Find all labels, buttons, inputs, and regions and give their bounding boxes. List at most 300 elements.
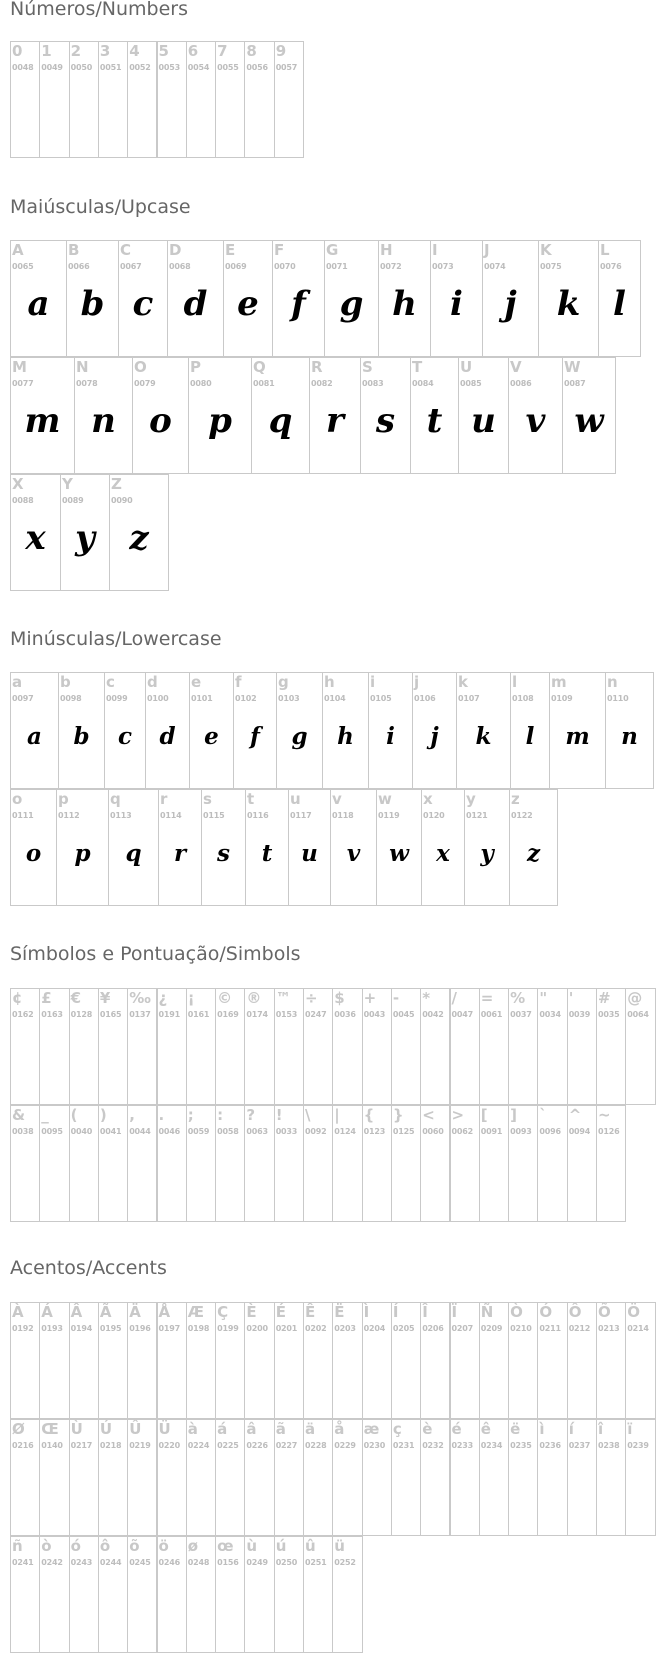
glyph-preview: f [291, 284, 306, 324]
char-label: õ [129, 1537, 140, 1555]
char-code: 0199 [217, 1324, 239, 1333]
char-code: 0088 [12, 496, 34, 505]
char-label: æ [363, 1420, 380, 1438]
glyph-cell [272, 240, 325, 357]
glyph-preview: k [475, 723, 492, 750]
glyph-cell [450, 1105, 480, 1222]
char-label: ï [627, 1420, 633, 1438]
glyph-cell [479, 988, 509, 1105]
glyph-cell [39, 988, 69, 1105]
char-label: ^ [568, 1106, 582, 1124]
char-label: : [217, 1106, 224, 1124]
glyph-cell [10, 1105, 40, 1222]
glyph-cell [157, 41, 187, 158]
char-code: 0195 [99, 1324, 122, 1333]
glyph-cell [10, 474, 61, 591]
glyph-cell [98, 41, 128, 158]
glyph-preview: n [621, 723, 638, 750]
char-label: ¢ [12, 989, 23, 1007]
char-code: 0245 [129, 1558, 151, 1567]
glyph-preview: p [74, 840, 91, 867]
char-code: 0061 [480, 1010, 503, 1019]
char-label: ê [480, 1420, 491, 1438]
char-label: C [120, 241, 132, 259]
char-code: 0058 [217, 1127, 239, 1136]
glyph-cell [332, 1105, 362, 1222]
char-code: 0251 [305, 1558, 327, 1567]
char-label: ú [275, 1537, 287, 1555]
char-code: 0107 [458, 694, 480, 703]
char-label: & [12, 1106, 26, 1124]
char-code: 0226 [246, 1441, 268, 1450]
char-code: 0248 [187, 1558, 210, 1567]
glyph-cell [39, 1105, 69, 1222]
glyph-preview: r [326, 401, 344, 441]
glyph-preview: j [504, 284, 517, 324]
glyph-cell [360, 357, 411, 474]
glyph-cell [157, 1105, 187, 1222]
glyph-cell [510, 672, 550, 789]
char-code: 0244 [99, 1558, 122, 1567]
glyph-preview: l [613, 284, 626, 324]
glyph-cell [39, 1419, 69, 1536]
char-label: ä [305, 1420, 316, 1438]
glyph-preview: h [337, 723, 354, 750]
glyph-preview: z [526, 840, 541, 867]
glyph-preview: h [392, 284, 417, 324]
char-label: 4 [129, 42, 140, 60]
glyph-preview: q [268, 401, 293, 441]
glyph-cell [420, 1419, 450, 1536]
char-code: 0206 [422, 1324, 444, 1333]
char-code: 0098 [60, 694, 82, 703]
glyph-preview: m [24, 401, 61, 441]
char-code: 0090 [111, 496, 133, 505]
section-title-upcase: Maiúsculas/Upcase [10, 196, 191, 218]
char-label: , [129, 1106, 135, 1124]
char-label: % [510, 989, 526, 1007]
glyph-cell [98, 1419, 128, 1536]
glyph-cell [60, 474, 110, 591]
char-code: 0112 [58, 811, 80, 820]
glyph-cell [10, 41, 40, 158]
char-label: t [247, 790, 255, 808]
char-label: Ö [627, 1303, 641, 1321]
glyph-cell [479, 1419, 509, 1536]
char-code: 0228 [305, 1441, 327, 1450]
glyph-cell [186, 1105, 216, 1222]
char-label: P [190, 358, 201, 376]
glyph-cell [167, 240, 224, 357]
glyph-preview: f [250, 723, 260, 750]
char-code: 0238 [598, 1441, 620, 1450]
char-code: 0213 [598, 1324, 620, 1333]
char-label: ù [246, 1537, 258, 1555]
char-label: Ë [334, 1303, 345, 1321]
char-label: 5 [158, 42, 169, 60]
glyph-cell [132, 357, 189, 474]
char-label: ~ [598, 1106, 611, 1124]
char-label: y [466, 790, 476, 808]
glyph-preview: j [430, 723, 439, 750]
char-label: H [380, 241, 393, 259]
glyph-cell [127, 1302, 157, 1419]
glyph-cell [537, 1419, 567, 1536]
char-code: 0241 [12, 1558, 34, 1567]
char-label: l [512, 673, 518, 691]
char-label: ) [99, 1106, 107, 1124]
glyph-cell [625, 1419, 655, 1536]
glyph-cell [66, 240, 119, 357]
char-code: 0153 [275, 1010, 298, 1019]
char-code: 0227 [275, 1441, 298, 1450]
char-label: | [334, 1106, 340, 1124]
glyph-cell [186, 988, 216, 1105]
char-label: Ú [99, 1420, 113, 1438]
char-code: 0231 [392, 1441, 415, 1450]
glyph-cell [362, 1105, 392, 1222]
glyph-cell [303, 988, 333, 1105]
char-label: N [76, 358, 89, 376]
char-label: S [362, 358, 373, 376]
glyph-cell [186, 1419, 216, 1536]
char-label: ¡ [187, 989, 195, 1007]
glyph-preview: u [471, 401, 496, 441]
char-label: 6 [187, 42, 199, 60]
char-code: 0219 [129, 1441, 151, 1450]
char-label: M [12, 358, 27, 376]
char-label: 7 [217, 42, 228, 60]
char-code: 0120 [423, 811, 445, 820]
char-label: n [607, 673, 618, 691]
glyph-cell [215, 1419, 245, 1536]
char-code: 0035 [598, 1010, 620, 1019]
char-code: 0197 [158, 1324, 180, 1333]
char-code: 0099 [106, 694, 128, 703]
char-code: 0047 [451, 1010, 473, 1019]
char-code: 0103 [278, 694, 300, 703]
glyph-cell [157, 1536, 187, 1653]
char-label: Ñ [480, 1303, 494, 1321]
glyph-preview: o [25, 840, 42, 867]
char-code: 0044 [129, 1127, 151, 1136]
char-code: 0036 [334, 1010, 356, 1019]
char-label: Ù [70, 1420, 83, 1438]
glyph-cell [605, 672, 654, 789]
char-code: 0102 [235, 694, 257, 703]
glyph-cell [244, 988, 274, 1105]
char-label: ! [275, 1106, 283, 1124]
char-label: Å [158, 1303, 171, 1321]
char-code: 0100 [147, 694, 169, 703]
char-label: Ã [99, 1303, 112, 1321]
char-code: 0101 [191, 694, 213, 703]
char-label: é [451, 1420, 462, 1438]
glyph-cell [567, 1105, 597, 1222]
glyph-cell [362, 1302, 392, 1419]
glyph-cell [430, 240, 483, 357]
char-label: 0 [12, 42, 23, 60]
char-code: 0194 [70, 1324, 93, 1333]
char-label: I [432, 241, 438, 259]
char-code: 0104 [324, 694, 346, 703]
char-label: 8 [246, 42, 257, 60]
char-code: 0156 [217, 1558, 239, 1567]
char-label: F [274, 241, 285, 259]
glyph-cell [244, 1302, 274, 1419]
char-label: " [539, 989, 548, 1007]
glyph-cell [69, 1419, 99, 1536]
glyph-cell [215, 1536, 245, 1653]
glyph-cell [39, 1536, 69, 1653]
char-code: 0205 [392, 1324, 415, 1333]
char-code: 0075 [540, 262, 562, 271]
char-code: 0109 [551, 694, 573, 703]
char-code: 0114 [160, 811, 182, 820]
char-code: 0192 [12, 1324, 34, 1333]
glyph-cell [598, 240, 641, 357]
char-label: Û [129, 1420, 142, 1438]
glyph-preview: g [291, 723, 308, 750]
glyph-cell [479, 1105, 509, 1222]
char-label: } [392, 1106, 404, 1124]
char-code: 0085 [460, 379, 482, 388]
section-title-symbols: Símbolos e Pontuação/Simbols [10, 943, 301, 965]
char-label: < [422, 1106, 435, 1124]
char-code: 0050 [70, 63, 93, 72]
char-code: 0249 [246, 1558, 268, 1567]
char-label: m [551, 673, 567, 691]
char-code: 0140 [41, 1441, 63, 1450]
section-title-lowercase: Minúsculas/Lowercase [10, 628, 222, 650]
char-label: J [484, 241, 490, 259]
glyph-preview: e [204, 723, 219, 750]
char-code: 0233 [451, 1441, 473, 1450]
char-label: œ [217, 1537, 234, 1555]
char-label: ç [392, 1420, 402, 1438]
char-label: Â [70, 1303, 83, 1321]
char-code: 0217 [70, 1441, 93, 1450]
char-code: 0214 [627, 1324, 649, 1333]
glyph-cell [98, 1536, 128, 1653]
glyph-cell [108, 789, 159, 906]
char-label: u [290, 790, 301, 808]
char-label: è [422, 1420, 433, 1438]
char-code: 0193 [41, 1324, 63, 1333]
char-code: 0246 [158, 1558, 180, 1567]
char-label: a [12, 673, 23, 691]
char-code: 0060 [422, 1127, 444, 1136]
char-code: 0230 [363, 1441, 386, 1450]
char-code: 0045 [392, 1010, 415, 1019]
glyph-preview: a [27, 723, 42, 750]
char-label: ã [275, 1420, 286, 1438]
glyph-cell [244, 1419, 274, 1536]
char-label: [ [480, 1106, 488, 1124]
char-label: Ò [510, 1303, 523, 1321]
glyph-cell [98, 1302, 128, 1419]
char-label: Ü [158, 1420, 171, 1438]
glyph-cell [233, 672, 277, 789]
char-label: \ [305, 1106, 311, 1124]
glyph-cell [201, 789, 246, 906]
glyph-preview: x [436, 840, 450, 867]
glyph-cell [288, 789, 331, 906]
char-label: É [275, 1303, 286, 1321]
char-label: â [246, 1420, 257, 1438]
char-label: - [392, 989, 400, 1007]
glyph-preview: c [132, 284, 154, 324]
char-code: 0174 [246, 1010, 268, 1019]
char-code: 0053 [158, 63, 180, 72]
char-code: 0220 [158, 1441, 180, 1450]
char-code: 0247 [305, 1010, 327, 1019]
glyph-cell [322, 672, 369, 789]
glyph-cell [274, 988, 304, 1105]
char-label: z [511, 790, 520, 808]
char-code: 0161 [187, 1010, 210, 1019]
char-label: V [510, 358, 522, 376]
glyph-cell [303, 1419, 333, 1536]
char-code: 0038 [12, 1127, 34, 1136]
glyph-cell [215, 988, 245, 1105]
char-label: ( [70, 1106, 78, 1124]
glyph-cell [420, 988, 450, 1105]
char-label: k [458, 673, 468, 691]
char-code: 0065 [12, 262, 34, 271]
glyph-cell [625, 988, 655, 1105]
char-label: Z [111, 475, 122, 493]
glyph-cell [274, 1419, 304, 1536]
glyph-preview: b [80, 284, 105, 324]
char-label: Ê [305, 1303, 316, 1321]
char-label: { [363, 1106, 375, 1124]
char-label: ' [568, 989, 574, 1007]
char-code: 0122 [511, 811, 533, 820]
char-code: 0242 [41, 1558, 63, 1567]
glyph-cell [420, 1302, 450, 1419]
glyph-cell [244, 1105, 274, 1222]
char-code: 0080 [190, 379, 212, 388]
char-label: ? [246, 1106, 256, 1124]
glyph-preview: x [25, 518, 46, 558]
glyph-cell [421, 789, 465, 906]
char-label: í [568, 1420, 574, 1438]
char-label: ø [187, 1537, 199, 1555]
char-label: ] [510, 1106, 517, 1124]
char-code: 0062 [451, 1127, 473, 1136]
char-code: 0204 [363, 1324, 386, 1333]
glyph-cell [10, 1419, 40, 1536]
glyph-preview: g [339, 284, 364, 324]
glyph-cell [74, 357, 133, 474]
char-label: $ [334, 989, 345, 1007]
glyph-cell [186, 41, 216, 158]
char-code: 0117 [290, 811, 312, 820]
glyph-preview: w [389, 840, 409, 867]
glyph-cell [56, 789, 109, 906]
char-code: 0043 [363, 1010, 386, 1019]
char-code: 0068 [169, 262, 191, 271]
char-label: X [12, 475, 24, 493]
char-code: 0234 [480, 1441, 503, 1450]
char-label: Æ [187, 1303, 205, 1321]
char-code: 0069 [225, 262, 247, 271]
glyph-cell [215, 1302, 245, 1419]
char-label: € [70, 989, 82, 1007]
glyph-cell [69, 988, 99, 1105]
char-code: 0191 [158, 1010, 180, 1019]
glyph-cell [145, 672, 190, 789]
char-code: 0033 [275, 1127, 298, 1136]
char-code: 0041 [99, 1127, 122, 1136]
char-code: 0087 [564, 379, 586, 388]
char-code: 0229 [334, 1441, 356, 1450]
char-code: 0218 [99, 1441, 122, 1450]
glyph-cell [303, 1105, 333, 1222]
char-label: û [305, 1537, 316, 1555]
glyph-preview: c [117, 723, 132, 750]
glyph-cell [596, 1105, 626, 1222]
char-label: R [311, 358, 323, 376]
section-title-numbers: Números/Numbers [10, 0, 188, 20]
char-label: @ [627, 989, 643, 1007]
char-label: h [324, 673, 335, 691]
char-code: 0209 [480, 1324, 503, 1333]
char-label: r [160, 790, 168, 808]
char-label: Ï [451, 1303, 458, 1321]
glyph-cell [479, 1302, 509, 1419]
glyph-cell [39, 41, 69, 158]
glyph-preview: z [129, 518, 149, 558]
char-label: x [423, 790, 433, 808]
char-label: ¥ [99, 989, 111, 1007]
glyph-preview: o [149, 401, 172, 441]
char-code: 0125 [392, 1127, 415, 1136]
glyph-cell [69, 41, 99, 158]
glyph-cell [158, 789, 202, 906]
glyph-cell [537, 988, 567, 1105]
char-label: f [235, 673, 242, 691]
char-code: 0086 [510, 379, 532, 388]
glyph-preview: u [301, 840, 318, 867]
section-title-accents: Acentos/Accents [10, 1257, 167, 1279]
char-code: 0113 [110, 811, 132, 820]
char-label: Í [392, 1303, 399, 1321]
glyph-cell [39, 1302, 69, 1419]
glyph-cell [362, 1419, 392, 1536]
char-label: i [370, 673, 376, 691]
glyph-cell [118, 240, 168, 357]
char-code: 0079 [134, 379, 156, 388]
char-code: 0049 [41, 63, 63, 72]
char-code: 0210 [510, 1324, 532, 1333]
glyph-cell [508, 1302, 538, 1419]
glyph-cell [10, 240, 67, 357]
glyph-cell [567, 988, 597, 1105]
glyph-cell [127, 1536, 157, 1653]
char-label: à [187, 1420, 198, 1438]
char-code: 0093 [510, 1127, 532, 1136]
char-label: T [412, 358, 423, 376]
char-label: b [60, 673, 71, 691]
glyph-preview: s [375, 401, 396, 441]
glyph-cell [410, 357, 459, 474]
char-label: j [414, 673, 420, 691]
glyph-cell [58, 672, 105, 789]
char-label: e [191, 673, 202, 691]
char-code: 0056 [246, 63, 268, 72]
